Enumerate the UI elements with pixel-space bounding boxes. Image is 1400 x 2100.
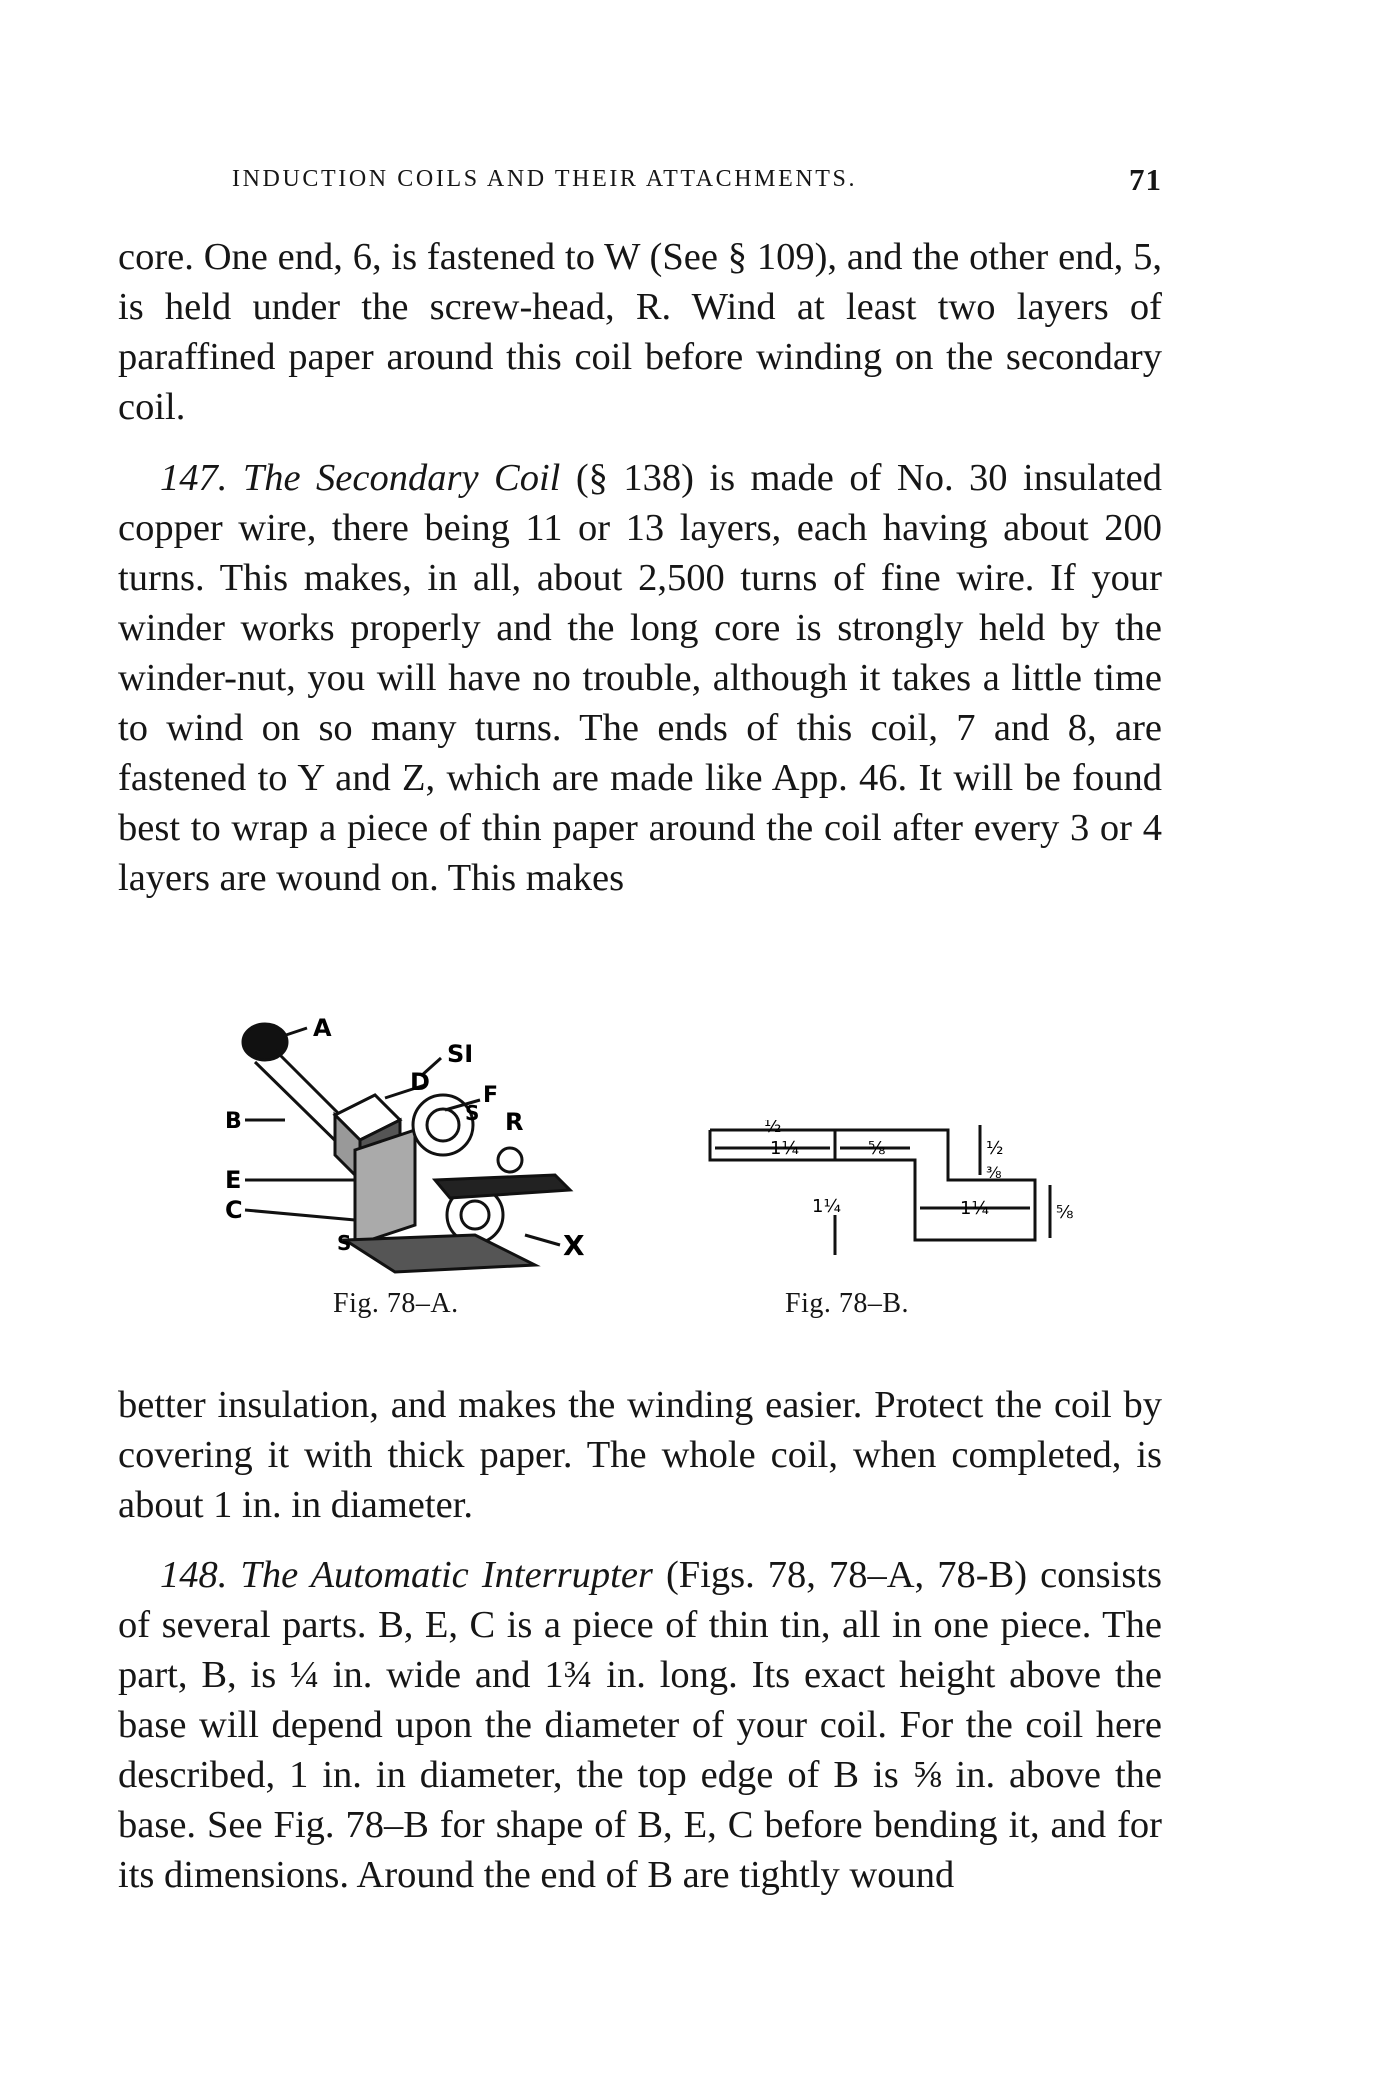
label-si: SI (447, 1040, 474, 1068)
dim-6: 1¼ (960, 1198, 989, 1219)
section-body-148: (Figs. 78, 78–A, 78-B) consists of several parts. B, E, C is a piece of thin tin, all in one piece. The part, B, is ¼ in. wide and 1¾ in. long. Its exact height above the base will depend upon the diameter of your coil. For the coil here described, 1 in. in diameter, the top edge of B is ⅝ in. above the base. See Fig. 78–B for shape of B, E, C before bending it, and for its dimensions. Around the end of B are tightly wound (118, 1554, 1162, 1896)
paragraph-147 (118, 453, 1162, 903)
dim-7: ⅝ (1056, 1202, 1074, 1223)
dim-1: ½ (764, 1120, 782, 1137)
label-r: R (505, 1108, 524, 1136)
section-number-148: 148. (160, 1554, 228, 1596)
label-d: D (410, 1068, 430, 1096)
label-b: B (225, 1109, 242, 1134)
label-f: F (483, 1083, 499, 1108)
dim-3: ⅝ (868, 1138, 886, 1159)
label-a: A (313, 1014, 332, 1042)
figure-78a-caption: Fig. 78–A. (333, 1288, 459, 1319)
label-s2: S (337, 1231, 352, 1255)
label-e: E (225, 1166, 242, 1194)
figure-78b-drawing (700, 1120, 1080, 1290)
section-body: (§ 138) is made of No. 30 insulated copper wire, there being 11 or 13 layers, each having about 200 turns. This makes, in all, about 2,500 turns of fine wire. If your winder works properly and the long core is strongly held by the winder-nut, you will have no trouble, although it takes a little time to wind on so many turns. The ends of this coil, 7 and 8, are fastened to Y and Z, which are made like App. 46. It will be found best to wrap a piece of thin paper around the coil after every 3 or 4 layers are wound on. This makes (118, 457, 1162, 899)
dim-5: 1¼ (812, 1196, 841, 1217)
paragraph-148 (118, 1550, 1162, 1900)
label-c: C (225, 1196, 243, 1224)
label-x: X (563, 1229, 585, 1262)
section-title: The Secondary Coil (242, 457, 561, 499)
paragraph-insulation: better insulation, and makes the winding easier. Protect the coil by covering it with thick paper. The whole coil, when completed, is about 1 in. in diameter. (118, 1384, 1162, 1526)
section-title-148: The Automatic Interrupter (240, 1554, 653, 1596)
dim-2: 1¼ (770, 1138, 799, 1159)
dim-8: ⅜ (986, 1163, 1002, 1182)
running-title: INDUCTION COILS AND THEIR ATTACHMENTS. (232, 166, 858, 192)
figure-row (0, 1010, 1400, 1340)
label-s: S (465, 1101, 480, 1125)
section-number: 147. (160, 457, 228, 499)
page-number: 71 (1129, 162, 1162, 197)
dim-4: ½ (986, 1138, 1004, 1159)
figure-78b-caption: Fig. 78–B. (785, 1288, 910, 1319)
figure-78a-drawing (225, 1010, 605, 1275)
paragraph-core: core. One end, 6, is fastened to W (See § 109), and the other end, 5, is held under the screw-head, R. Wind at least two layers of paraffined paper around this coil before winding on the secondary coil. (118, 236, 1162, 428)
